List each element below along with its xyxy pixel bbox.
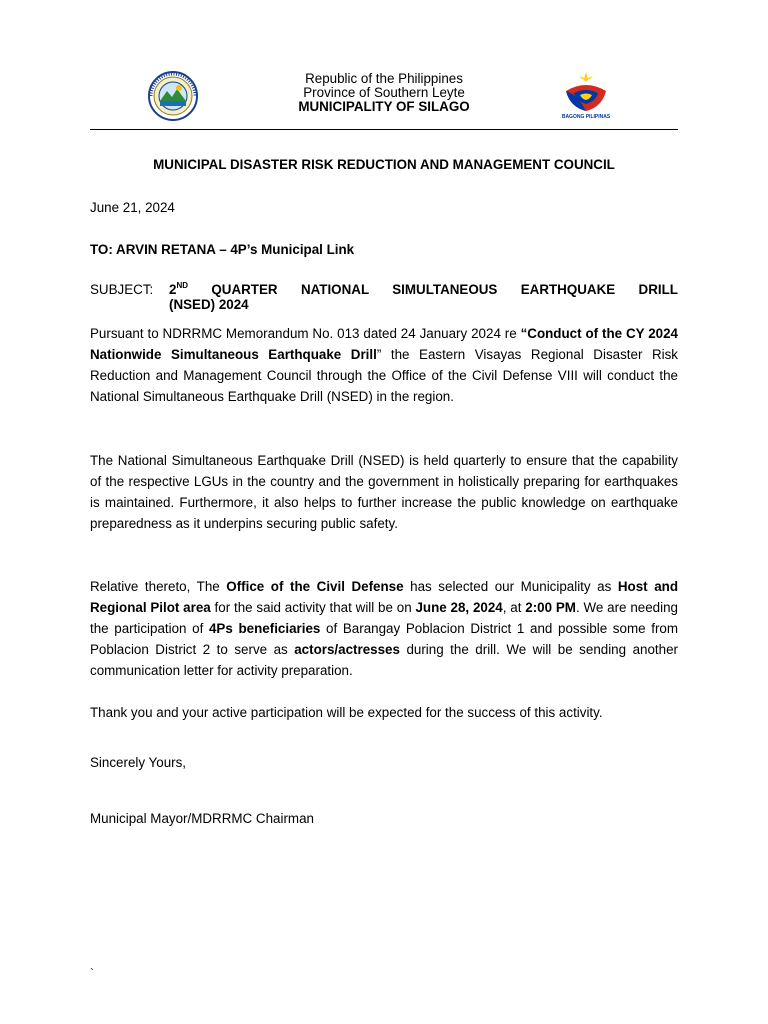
p1-text-a: Pursuant to NDRRMC Memorandum No. 013 dated 24 January 2024 re <box>90 326 521 341</box>
p3-text-k: of Barangay Poblacion District 1 and possible some from Poblacion District 2 to serve as <box>90 621 679 657</box>
p3-beneficiaries: 4Ps beneficiaries <box>208 621 321 636</box>
paragraph-2: The National Simultaneous Earthquake Drill (NSED) is held quarterly to ensure that the capability of the respective LGUs in the country and the government in holistically preparing for earthquakes is maintained. Furthermore, it also helps to further increase the public knowledge on earthquake preparedness as it underpins securing public safety. <box>90 453 678 531</box>
bp-logo-label: BAGONG PILIPINAS <box>561 114 611 120</box>
letterhead-country: Republic of the Philippines <box>305 71 463 86</box>
p3-ocd: Office of the Civil Defense <box>226 579 404 594</box>
signatory-title: Municipal Mayor/MDRRMC Chairman <box>90 811 314 826</box>
letter-date: June 21, 2024 <box>90 200 175 215</box>
p3-text-e: for the said activity that will be on <box>210 600 416 615</box>
paragraph-4: Thank you and your active participation will be expected for the success of this activity. <box>90 705 603 720</box>
paragraph-3 <box>90 576 678 681</box>
addressee-line: TO: ARVIN RETANA – 4P’s Municipal Link <box>90 242 355 257</box>
subject-line-2: (NSED) 2024 <box>169 297 249 312</box>
p3-text-i: . We are needing the participation of <box>90 600 678 636</box>
p3-text-a: Relative thereto, The <box>90 579 227 594</box>
p3-text-g: , at <box>502 600 526 615</box>
p3-date: June 28, 2024 <box>415 600 503 615</box>
p3-text-c: has selected our Municipality as <box>403 579 618 594</box>
paragraph-1 <box>90 323 678 407</box>
p3-host-area: Host and Regional Pilot area <box>90 579 678 615</box>
bagong-pilipinas-logo <box>556 71 616 121</box>
subject-ordinal-suffix: ND <box>176 280 189 290</box>
stray-mark: ` <box>90 966 94 980</box>
subject-quarter-number: 2 <box>169 282 177 297</box>
letterhead-province: Province of Southern Leyte <box>303 85 465 100</box>
subject-text: QUARTER NATIONAL SIMULTANEOUS EARTHQUAKE DRILL <box>211 282 678 297</box>
p3-text-m: during the drill. We will be sending another communication letter for activity preparation. <box>90 642 678 678</box>
closing-salutation: Sincerely Yours, <box>90 755 187 770</box>
letterhead <box>230 72 538 114</box>
subject-label: SUBJECT: <box>90 282 154 297</box>
p1-memo-title: “Conduct of the CY 2024 Nationwide Simultaneous Earthquake Drill <box>90 326 678 362</box>
letterhead-municipality: MUNICIPALITY OF SILAGO <box>298 99 470 114</box>
p1-text-c: ” the Eastern Visayas Regional Disaster Risk Reduction and Management Council through the Office of the Civil Defense VIII will conduct the National Simultaneous Earthquake Drill (NSED) in the region. <box>90 347 678 404</box>
council-title: MUNICIPAL DISASTER RISK REDUCTION AND MANAGEMENT COUNCIL <box>153 157 615 172</box>
p3-actors: actors/actresses <box>294 642 400 657</box>
municipal-seal-logo <box>145 71 201 121</box>
subject-line-1 <box>169 280 678 297</box>
header-divider <box>90 129 678 130</box>
p3-time: 2:00 PM <box>525 600 576 615</box>
